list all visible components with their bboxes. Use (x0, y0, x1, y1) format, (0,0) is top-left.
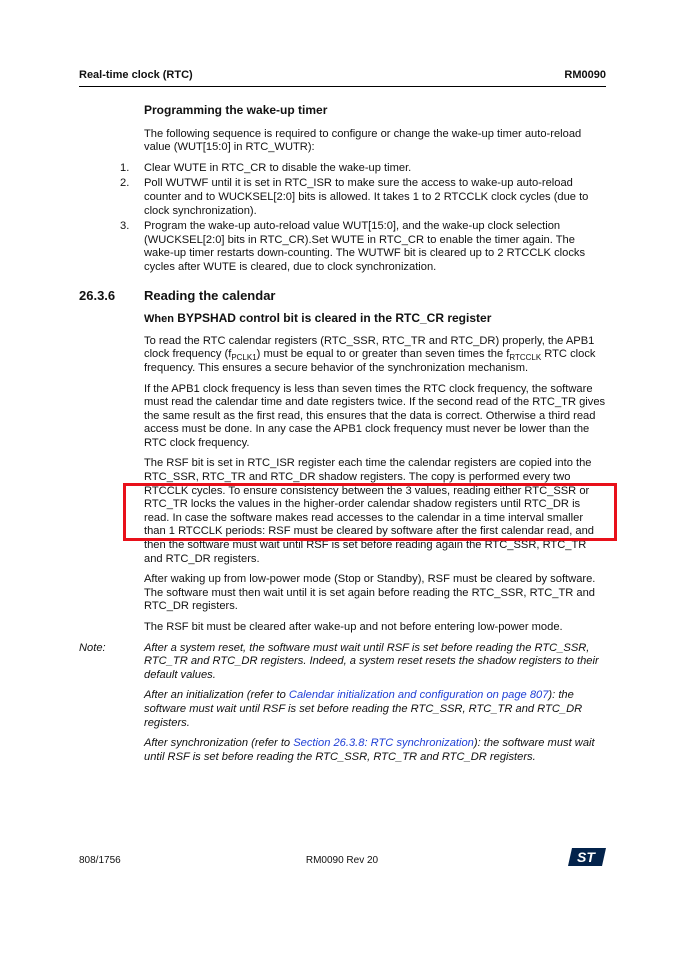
page-body (79, 103, 606, 771)
header-section-title: Real-time clock (RTC) (79, 69, 193, 81)
note-initialization (144, 689, 606, 730)
section-title: Reading the calendar (144, 287, 276, 303)
section-number: 26.3.6 (79, 287, 116, 303)
note-synchronization (144, 737, 606, 764)
paragraph-rsf-bit: The RSF bit is set in RTC_ISR register each time the calendar registers are copied into the RTC_SSR, RTC_TR and RTC_DR shadow registers. The copy is performed every two RTCCLK cycles. To ensure consistency between the 3 values, reading either RTC_SSR or RTC_TR locks the values in the higher-order calendar shadow registers until RTC_DR is read. In case the software makes read accesses to the calendar in a time interval smaller than 1 RTCCLK periods: RSF must be cleared by software after the first calendar read, and then the software must wait until RSF is set before reading again the RTC_SSR, RTC_TR and RTC_DR registers. (144, 457, 594, 565)
list-item (120, 162, 606, 176)
p1-text-b: ) must be equal to or greater than seven times the f (256, 348, 510, 361)
footer-revision: RM0090 Rev 20 (305, 855, 379, 866)
st-logo-icon (568, 848, 606, 866)
note-system-reset: After a system reset, the software must wait until RSF is set before reading the RTC_SSR, RTC_TR and RTC_DR registers. Indeed, a system reset resets the shadow registers to their default values. (144, 641, 599, 681)
header-rule (79, 86, 606, 87)
highlight-box (123, 483, 617, 541)
calendar-init-link[interactable]: Calendar initialization and configuration on page 807 (288, 689, 549, 702)
step-number: 2. (120, 177, 130, 190)
paragraph-low-power: After waking up from low-power mode (Stop or Standby), RSF must be cleared by software. The software must then wait until it is set again before reading the RTC_SSR, RTC_TR and RTC_DR registers. (144, 573, 596, 613)
note3-text-a: After synchronization (refer to (144, 737, 294, 750)
note3-text-b: ): the software must wait until RSF is set before reading the RTC_SSR, RTC_TR and RTC_DR registers. (144, 737, 595, 763)
paragraph-read-twice: If the APB1 clock frequency is less than seven times the RTC clock frequency, the software must read the calendar time and date registers twice. If the second read of the RTC_TR gives the same result as the first read, this ensures that the data is correct. Otherwise a third read access must be done. In any case the APB1 clock frequency must never be lower than the RTC clock frequency. (144, 382, 606, 449)
footer-page-number: 808/1756 (79, 855, 121, 866)
subsection-heading (144, 312, 606, 327)
section-heading (79, 287, 606, 303)
note-label: Note: (79, 641, 106, 654)
subhead-rest: BYPSHAD control bit is cleared in the RTC_CR register (177, 311, 492, 326)
note-block (79, 641, 606, 765)
paragraph-rsf-clear: The RSF bit must be cleared after wake-up and not before entering low-power mode. (144, 621, 563, 633)
subhead-when: When (144, 313, 174, 326)
note2-text-b: ): the software must wait until RSF is set before reading the RTC_SSR, RTC_TR and RTC_DR registers. (144, 689, 583, 729)
p1-text-c: RTC clock frequency. This ensures a secure behavior of the synchronization mechanism. (144, 348, 596, 374)
rtc-sync-link[interactable]: Section 26.3.8: RTC synchronization (293, 737, 474, 750)
step-text: Clear WUTE in RTC_CR to disable the wake-up timer. (144, 161, 412, 174)
step-text: Program the wake-up auto-reload value WUT[15:0], and the wake-up clock selection (WUCKSEL[2:0] bits in RTC_CR).Set WUTE in RTC_CR to enable the timer again. The wake-up timer restarts down-counting. The WUTWF bit is cleared up to 2 RTCCLK clocks cycles after WUTE is cleared, due to clock synchronization. (144, 220, 586, 273)
step-number: 3. (120, 220, 130, 233)
wakeup-heading: Programming the wake-up timer (144, 103, 328, 117)
p1-text-a: To read the RTC calendar registers (RTC_SSR, RTC_TR and RTC_DR) properly, the APB1 clock frequency (f (144, 334, 595, 361)
list-item (120, 220, 606, 274)
list-item (120, 177, 606, 218)
step-number: 1. (120, 161, 130, 174)
wakeup-intro: The following sequence is required to configure or change the wake-up timer auto-reload value (WUT[15:0] in RTC_WUTR): (144, 127, 582, 154)
st-logo-text: ST (577, 849, 595, 865)
header-doc-id: RM0090 (564, 69, 606, 81)
step-text: Poll WUTWF until it is set in RTC_ISR to make sure the access to wake-up auto-reload counter and to WUCKSEL[2:0] bits is allowed. It takes 1 to 2 RTCCLK clock cycles (due to clock synchronization). (144, 177, 589, 217)
paragraph-apb1-frequency (144, 335, 606, 376)
p1-subscript-rtcclk: RTCCLK (509, 353, 542, 363)
wakeup-steps (120, 161, 606, 275)
note2-text-a: After an initialization (refer to (144, 689, 289, 702)
p1-subscript-pclk1: PCLK1 (231, 353, 257, 363)
